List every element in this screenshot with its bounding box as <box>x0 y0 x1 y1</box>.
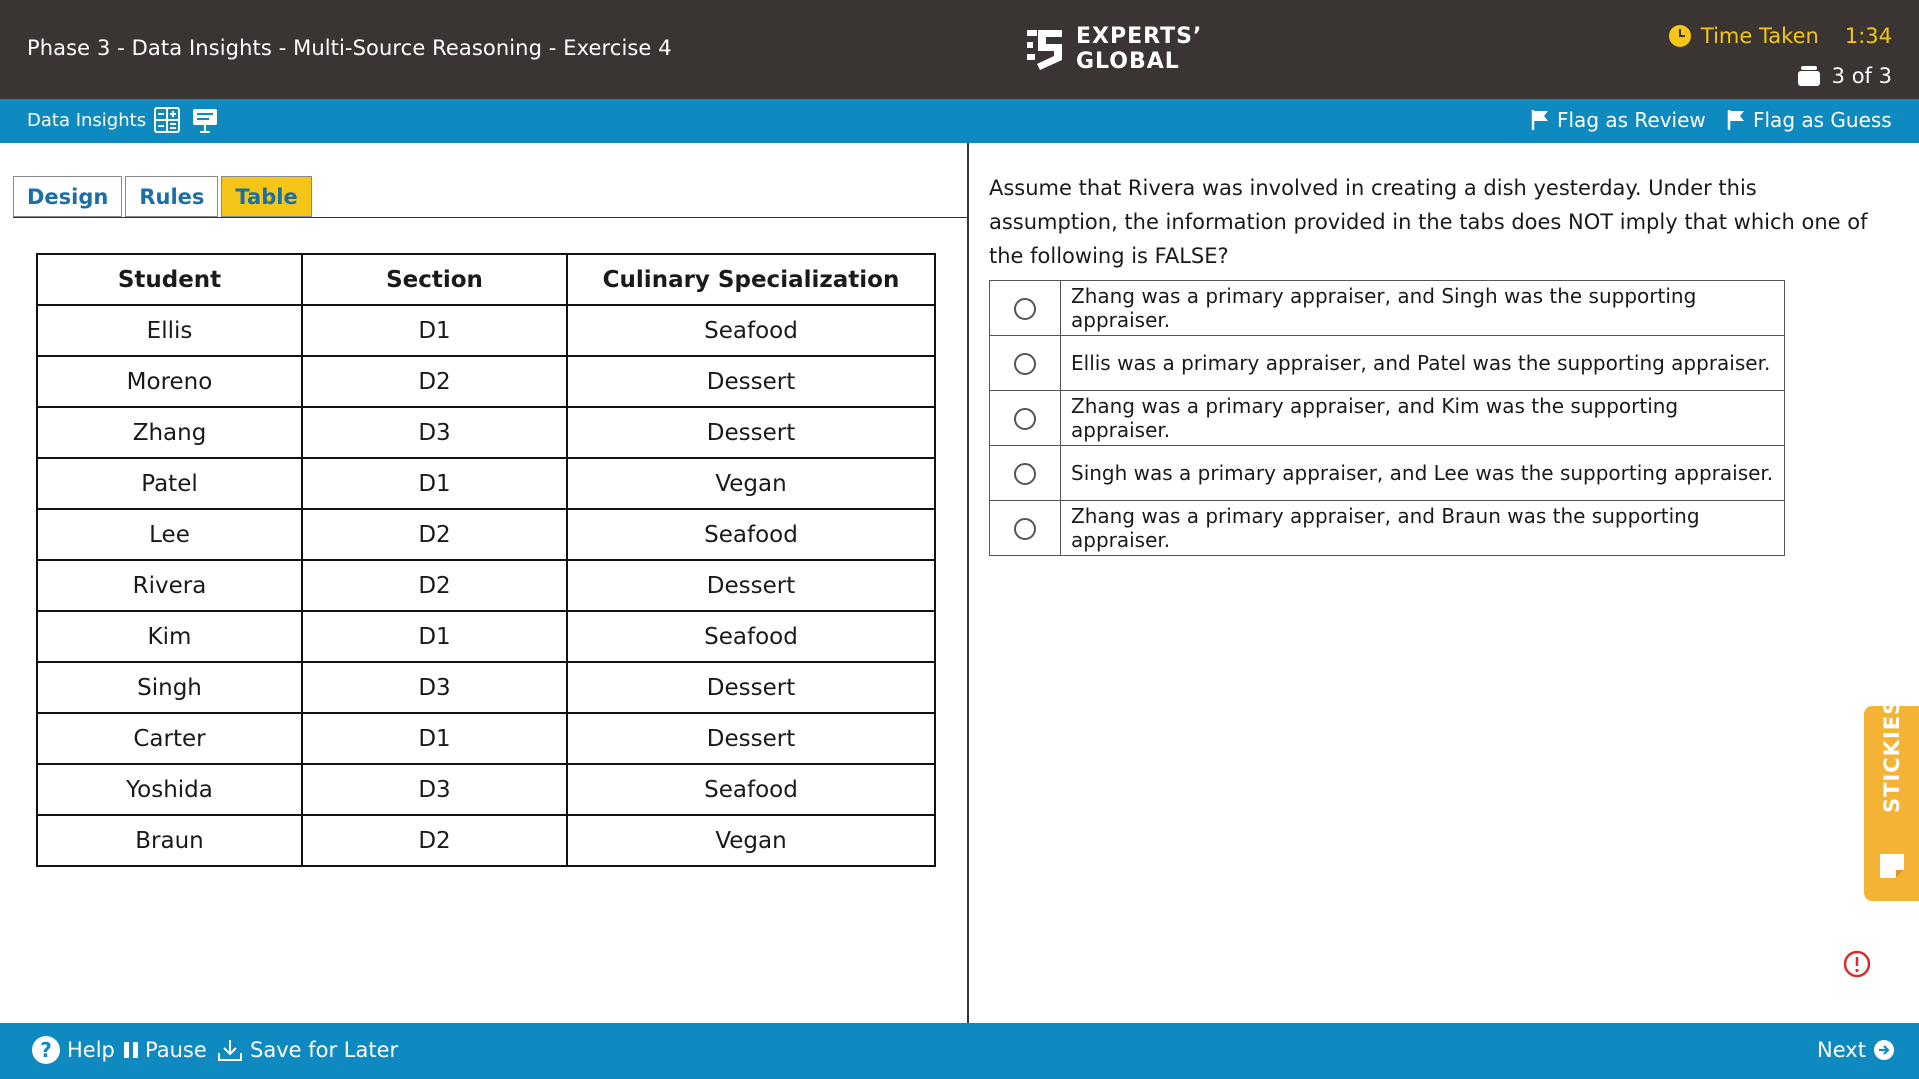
stickies-tab[interactable] <box>1864 698 1919 901</box>
table-header-row <box>37 254 935 305</box>
cell-section: D3 <box>302 764 567 815</box>
cell-specialization: Dessert <box>567 662 935 713</box>
section-label: Data Insights <box>27 110 147 131</box>
source-panel <box>0 143 967 1023</box>
option-text[interactable]: Ellis was a primary appraiser, and Patel was the supporting appraiser. <box>1061 336 1785 391</box>
table-row <box>37 458 935 509</box>
next-button[interactable] <box>1817 1038 1895 1062</box>
timer-value: 1:34 <box>1844 24 1892 48</box>
cell-section: D1 <box>302 611 567 662</box>
tab-design[interactable]: Design <box>13 176 122 217</box>
column-header: Student <box>37 254 302 305</box>
flag-icon <box>1727 109 1745 131</box>
option-text[interactable]: Singh was a primary appraiser, and Lee was the supporting appraiser. <box>1061 446 1785 501</box>
cell-section: D2 <box>302 356 567 407</box>
table-row <box>37 764 935 815</box>
table-row <box>37 611 935 662</box>
radio-cell[interactable] <box>990 391 1061 446</box>
source-tabs <box>13 176 312 217</box>
panel-divider <box>967 143 969 1023</box>
table-row <box>37 305 935 356</box>
flag-icon <box>1531 109 1549 131</box>
cell-section: D3 <box>302 662 567 713</box>
cell-specialization: Dessert <box>567 560 935 611</box>
cell-specialization: Vegan <box>567 458 935 509</box>
student-table <box>36 253 936 867</box>
answer-option[interactable] <box>990 391 1785 446</box>
table-row <box>37 407 935 458</box>
pause-label: Pause <box>145 1038 207 1062</box>
radio-cell[interactable] <box>990 501 1061 556</box>
column-header: Culinary Specialization <box>567 254 935 305</box>
flag-review-label: Flag as Review <box>1557 108 1706 132</box>
help-icon: ? <box>32 1036 60 1064</box>
cell-specialization: Dessert <box>567 407 935 458</box>
cell-student: Ellis <box>37 305 302 356</box>
cell-student: Lee <box>37 509 302 560</box>
answer-option[interactable] <box>990 336 1785 391</box>
answer-option[interactable] <box>990 501 1785 556</box>
stickies-label: STICKIES <box>1880 698 1904 813</box>
table-row <box>37 560 935 611</box>
radio-cell[interactable] <box>990 281 1061 336</box>
cell-student: Braun <box>37 815 302 866</box>
student-table-wrap <box>36 253 936 867</box>
toolbar <box>0 99 1919 143</box>
flag-as-guess-button[interactable] <box>1727 108 1892 132</box>
cell-specialization: Seafood <box>567 611 935 662</box>
radio-cell[interactable] <box>990 446 1061 501</box>
table-row <box>37 356 935 407</box>
time-taken <box>1669 24 1892 48</box>
radio-button[interactable] <box>1014 408 1036 430</box>
arrow-right-icon <box>1873 1039 1895 1061</box>
radio-button[interactable] <box>1014 298 1036 320</box>
whiteboard-icon[interactable] <box>192 107 218 133</box>
help-label: Help <box>67 1038 115 1062</box>
cell-student: Carter <box>37 713 302 764</box>
option-text[interactable]: Zhang was a primary appraiser, and Singh was the supporting appraiser. <box>1061 281 1785 336</box>
save-for-later-button[interactable] <box>217 1038 398 1062</box>
radio-button[interactable] <box>1014 353 1036 375</box>
cell-student: Rivera <box>37 560 302 611</box>
experts-global-logo <box>1024 24 1202 74</box>
tab-table[interactable]: Table <box>221 176 311 217</box>
help-button[interactable] <box>32 1036 115 1064</box>
cell-student: Patel <box>37 458 302 509</box>
logo-mark-icon <box>1024 24 1066 74</box>
answer-option[interactable] <box>990 281 1785 336</box>
answer-option[interactable] <box>990 446 1785 501</box>
table-row <box>37 662 935 713</box>
cell-section: D2 <box>302 560 567 611</box>
radio-cell[interactable] <box>990 336 1061 391</box>
cell-specialization: Dessert <box>567 713 935 764</box>
timer-label: Time Taken <box>1700 24 1819 48</box>
logo-line-1: EXPERTS’ <box>1076 24 1203 49</box>
table-row <box>37 713 935 764</box>
cell-section: D1 <box>302 458 567 509</box>
pause-icon <box>124 1042 138 1058</box>
tab-underline <box>13 217 967 218</box>
download-icon <box>217 1038 243 1062</box>
cell-student: Singh <box>37 662 302 713</box>
radio-button[interactable] <box>1014 518 1036 540</box>
flag-as-review-button[interactable] <box>1531 108 1706 132</box>
cell-specialization: Dessert <box>567 356 935 407</box>
exercise-title: Phase 3 - Data Insights - Multi-Source Reasoning - Exercise 4 <box>27 36 672 60</box>
cell-student: Moreno <box>37 356 302 407</box>
cell-section: D3 <box>302 407 567 458</box>
report-error-icon[interactable] <box>1843 950 1871 978</box>
question-stem: Assume that Rivera was involved in creating a dish yesterday. Under this assumption, the information provided in the tabs does NOT imply that which one of the following is FALSE? <box>989 176 1868 268</box>
cell-specialization: Vegan <box>567 815 935 866</box>
clock-icon <box>1669 25 1691 47</box>
question-progress <box>1798 64 1892 88</box>
answer-options <box>989 280 1785 556</box>
pause-button[interactable] <box>124 1038 207 1062</box>
option-text[interactable]: Zhang was a primary appraiser, and Braun was the supporting appraiser. <box>1061 501 1785 556</box>
cell-section: D2 <box>302 815 567 866</box>
cell-student: Kim <box>37 611 302 662</box>
sticky-note-icon <box>1878 852 1906 880</box>
column-header: Section <box>302 254 567 305</box>
logo-line-2: GLOBAL <box>1076 49 1180 74</box>
save-label: Save for Later <box>250 1038 399 1062</box>
cell-section: D1 <box>302 713 567 764</box>
tab-rules[interactable]: Rules <box>125 176 218 217</box>
progress-text: 3 of 3 <box>1831 64 1892 88</box>
top-header <box>0 0 1919 99</box>
calculator-icon[interactable] <box>154 107 180 133</box>
bottom-bar <box>0 1023 1919 1079</box>
cell-section: D1 <box>302 305 567 356</box>
cell-specialization: Seafood <box>567 509 935 560</box>
question-count-icon <box>1798 66 1820 86</box>
cell-specialization: Seafood <box>567 305 935 356</box>
cell-specialization: Seafood <box>567 764 935 815</box>
cell-section: D2 <box>302 509 567 560</box>
cell-student: Yoshida <box>37 764 302 815</box>
cell-student: Zhang <box>37 407 302 458</box>
next-label: Next <box>1817 1038 1866 1062</box>
option-text[interactable]: Zhang was a primary appraiser, and Kim was the supporting appraiser. <box>1061 391 1785 446</box>
radio-button[interactable] <box>1014 463 1036 485</box>
table-row <box>37 815 935 866</box>
table-row <box>37 509 935 560</box>
flag-guess-label: Flag as Guess <box>1753 108 1892 132</box>
